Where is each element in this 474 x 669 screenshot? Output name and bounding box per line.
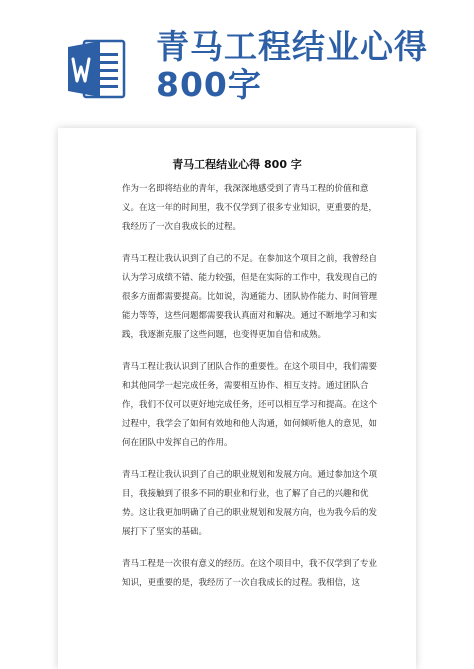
paragraph: 作为一名即将结业的青年，我深深地感受到了青马工程的价值和意义。在这一年的时间里，我不仅学到了很多专业知识，更重要的是，我经历了一次自我成长的过程。 (122, 184, 378, 232)
banner-title: 青马工程结业心得800字 (156, 27, 428, 104)
word-document-icon (66, 37, 126, 101)
banner (0, 0, 474, 128)
document-body (122, 180, 380, 606)
document-title: 青马工程结业心得 800 字 (172, 158, 302, 171)
paragraph: 青马工程让我认识到了自己的不足。在参加这个项目之前，我曾经自认为学习成绩不错、能力较强，但是在实际的工作中，我发现自己的很多方面都需要提高。比如说，沟通能力、团队协作能力、时间管理能力等等，这些问题都需要我认真面对和解决。通过不断地学习和实践，我逐渐克服了这些问题，也变得更加自信和成熟。 (122, 254, 378, 340)
paragraph: 青马工程让我认识到了团队合作的重要性。在这个项目中，我们需要和其他同学一起完成任务，需要相互协作、相互支持。通过团队合作，我们不仅可以更好地完成任务，还可以相互学习和提高。在这个过程中，我学会了如何有效地和他人沟通，如何倾听他人的意见，如何在团队中发挥自己的作用。 (122, 362, 378, 448)
paragraph: 青马工程是一次很有意义的经历。在这个项目中，我不仅学到了专业知识，更重要的是，我经历了一次自我成长的过程。我相信，这 (122, 559, 378, 588)
document-page (58, 128, 416, 669)
paragraph: 青马工程让我认识到了自己的职业规划和发展方向。通过参加这个项目，我接触到了很多不同的职业和行业，也了解了自己的兴趣和优势。这让我更加明确了自己的职业规划和发展方向，也为我今后的发展打下了坚实的基础。 (122, 470, 378, 537)
